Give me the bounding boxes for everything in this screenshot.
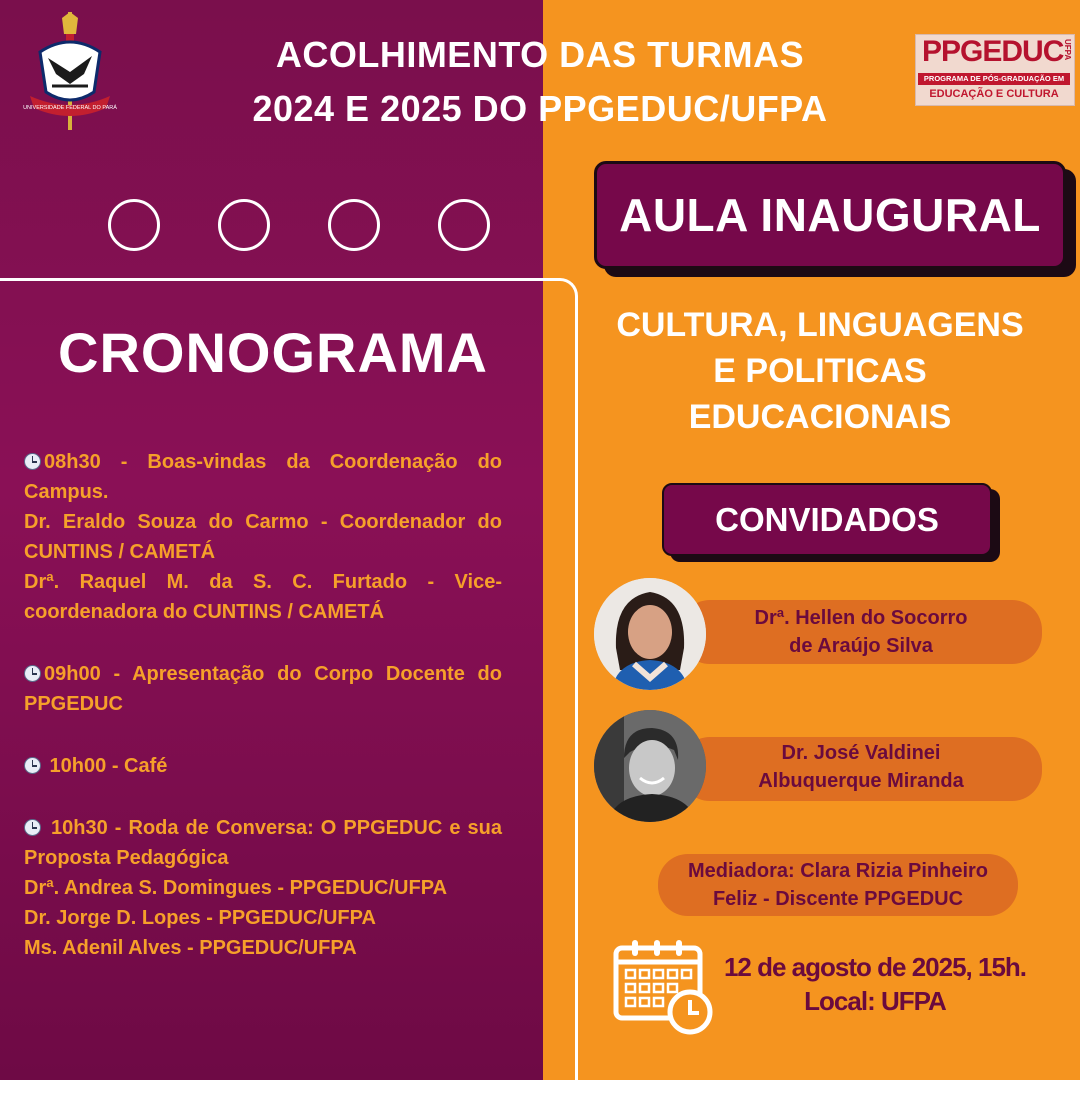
ufpa-crest-icon [22,12,118,130]
guest-photo-icon [594,578,706,690]
mediator-pill [658,854,1018,916]
schedule-time: 08h30 - Boas-vindas da Coordenação do Campus. [24,451,502,503]
clock-icon [24,819,41,836]
guest-name-pill [680,600,1042,664]
logo-subtitle: PROGRAMA DE PÓS-GRADUAÇÃO EM [918,73,1070,85]
logo-subtitle-2: EDUCAÇÃO E CULTURA [929,88,1059,100]
guest-name-line: Dr. José Valdinei [781,742,941,764]
guest-name-line: de Araújo Silva [789,635,933,657]
ppgeduc-logo [915,34,1075,106]
guest-photo-icon [594,710,706,822]
event-info [712,950,1038,1018]
schedule-detail: Drª. Andrea S. Domingues - PPGEDUC/UFPA [24,877,448,899]
decorative-circle [218,199,270,251]
guest-name-line: Albuquerque Miranda [758,770,964,792]
lecture-theme [570,302,1070,440]
schedule-detail: Dr. Jorge D. Lopes - PPGEDUC/UFPA [24,907,376,929]
guest-photo [594,710,706,822]
event-date: 12 de agosto de 2025, 15h. [723,952,1027,982]
theme-line: CULTURA, LINGUAGENS [616,306,1024,344]
clock-icon [24,757,41,774]
calendar-clock-icon [610,940,720,1036]
mediator-line: Mediadora: Clara Rizia Pinheiro [687,860,989,882]
decorative-circle [108,199,160,251]
event-location: Local: UFPA [804,986,946,1016]
event-title-line1: ACOLHIMENTO DAS TURMAS [275,34,805,75]
schedule-detail: Drª. Raquel M. da S. C. Furtado - Vice-coordenadora do CUNTINS / CAMETÁ [24,571,502,623]
schedule-list [24,447,502,995]
schedule-time: 10h30 - Roda de Conversa: O PPGEDUC e sua Proposta Pedagógica [24,817,502,869]
schedule-detail: Dr. Eraldo Souza do Carmo - Coordenador do CUNTINS / CAMETÁ [24,511,502,563]
clock-icon [24,665,41,682]
guest-name-line: Drª. Hellen do Socorro [754,607,968,629]
schedule-detail: Ms. Adenil Alves - PPGEDUC/UFPA [24,937,357,959]
crest-text: UNIVERSIDADE FEDERAL DO PARÁ [23,105,117,111]
cronograma-heading: CRONOGRAMA [58,321,488,384]
guest-name-pill [680,737,1042,801]
schedule-item [24,659,502,719]
event-title-line2: 2024 E 2025 DO PPGEDUC/UFPA [252,88,828,129]
clock-icon [24,453,41,470]
event-title [170,28,910,136]
schedule-item [24,751,502,781]
schedule-time: 09h00 - Apresentação do Corpo Docente do PPGEDUC [24,663,502,715]
theme-line: EDUCACIONAIS [688,398,952,436]
aula-inaugural-banner: AULA INAUGURAL [594,161,1066,269]
logo-badge: UFPA [1063,39,1072,61]
mediator-line: Feliz - Discente PPGEDUC [712,888,964,910]
guest-photo [594,578,706,690]
decorative-circle [328,199,380,251]
schedule-item [24,447,502,627]
decorative-circle [438,199,490,251]
theme-line: E POLITICAS [713,352,927,390]
convidados-banner: CONVIDADOS [662,483,992,556]
schedule-time: 10h00 - Café [44,755,168,777]
logo-name: PPGEDUC [922,35,1064,68]
schedule-item [24,813,502,963]
